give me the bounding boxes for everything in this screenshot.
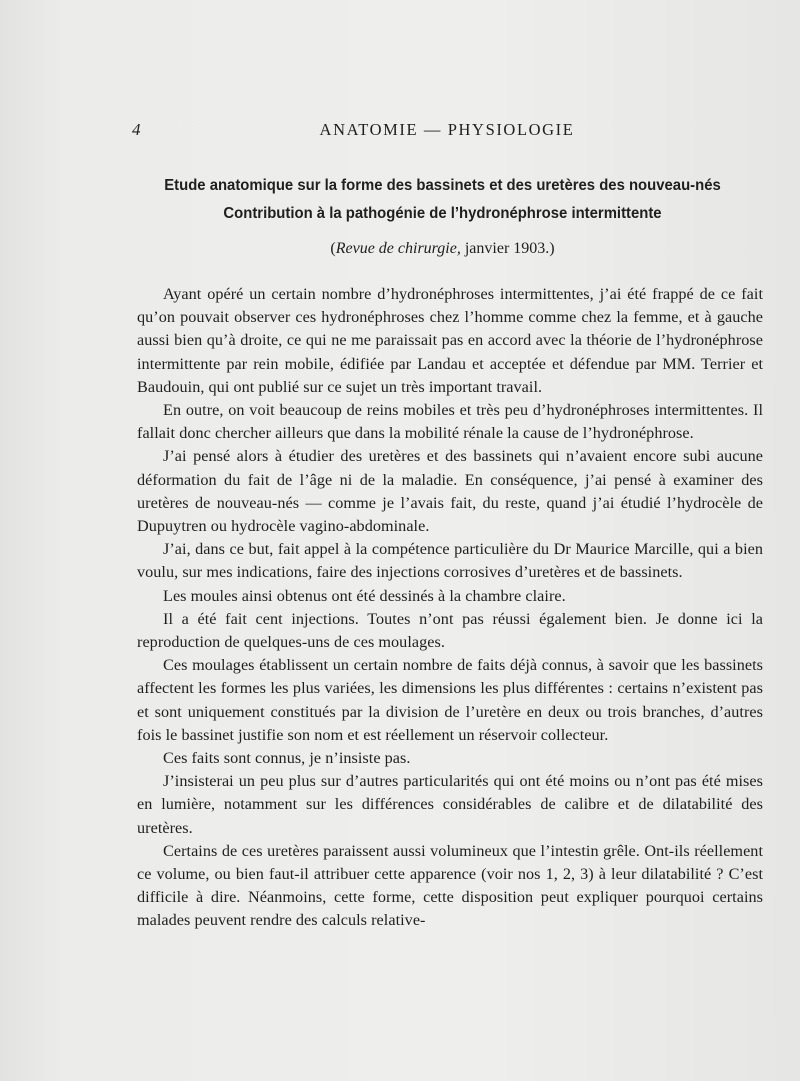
source-journal: Revue de chirurgie,: [335, 240, 461, 257]
article-source: [120, 234, 765, 264]
paragraph: J’insisterai un peu plus sur d’autres particularités qui ont été moins ou n’ont pas été mises en lumière, notamment sur les différences considérables de calibre et de dilatabilité des uretères.: [137, 772, 763, 837]
paragraph: Ces moulages établissent un certain nombre de faits déjà connus, à savoir que les bassinets affectent les formes les plus variées, les dimensions les plus différentes : certains n’existent pas et sont uniquement constitués par la division de l’uretère en deux ou trois branches, d’autres fois le bassinet justifie son nom et est réellement un réservoir collecteur.: [137, 656, 763, 744]
paragraph: Ayant opéré un certain nombre d’hydronéphroses intermittentes, j’ai été frappé de ce fait qu’on pouvait observer ces hydronéphroses chez l’homme comme chez la femme, et à gauche aussi bien qu’à droite, ce qui ne me paraissait pas en accord avec la théorie de l’hydronéphrose intermittente par rein mobile, édifiée par Landau et acceptée et défendue par MM. Terrier et Baudouin, qui ont publié sur ce sujet un très important travail.: [137, 285, 763, 396]
article-heading: [120, 172, 765, 264]
paragraph: J’ai pensé alors à étudier des uretères et des bassinets qui n’avaient encore subi aucune déformation du fait de l’âge ni de la maladie. En conséquence, j’ai pensé à examiner des uretères de nouveau-nés — comme je l’avais fait, du reste, quand j’ai étudié l’hydrocèle de Dupuytren ou hydrocèle vagino-abdominale.: [137, 447, 763, 536]
paragraph: Ces faits sont connus, je n’insiste pas.: [163, 749, 411, 768]
paragraph: J’ai, dans ce but, fait appel à la compétence particulière du Dr Maurice Marcille, qui a bien voulu, sur mes indications, faire des injections corrosives d’uretères et de bassinets.: [137, 540, 763, 582]
source-date: janvier 1903.): [460, 240, 555, 257]
source-open: (: [330, 240, 336, 257]
article-subtitle: Contribution à la pathogénie de l’hydronéphrose intermittente: [223, 205, 662, 222]
page-header: [132, 120, 762, 144]
paragraph: Certains de ces uretères paraissent aussi volumineux que l’intestin grêle. Ont-ils réellement ce volume, ou bien faut-il attribuer cette apparence (voir nos 1, 2, 3) à leur dilatabilité ? C’est difficile à dire. Néanmoins, cette forme, cette disposition peut expliquer pourquoi certains malades peuvent rendre des calculs relative-: [137, 841, 763, 930]
page-number: 4: [132, 120, 141, 139]
paragraph: Les moules ainsi obtenus ont été dessinés à la chambre claire.: [163, 586, 566, 605]
article-body: [137, 283, 763, 933]
paragraph: Il a été fait cent injections. Toutes n’ont pas réussi également bien. Je donne ici la reproduction de quelques-uns de ces moulages.: [137, 609, 763, 652]
paragraph: En outre, on voit beaucoup de reins mobiles et très peu d’hydronéphroses intermittentes. Il fallait donc chercher ailleurs que dans la mobilité rénale la cause de l’hydronéphrose.: [137, 401, 763, 443]
article-title: Etude anatomique sur la forme des bassinets et des uretères des nouveau-nés: [164, 177, 721, 194]
running-head: ANATOMIE — PHYSIOLOGIE: [319, 120, 575, 139]
